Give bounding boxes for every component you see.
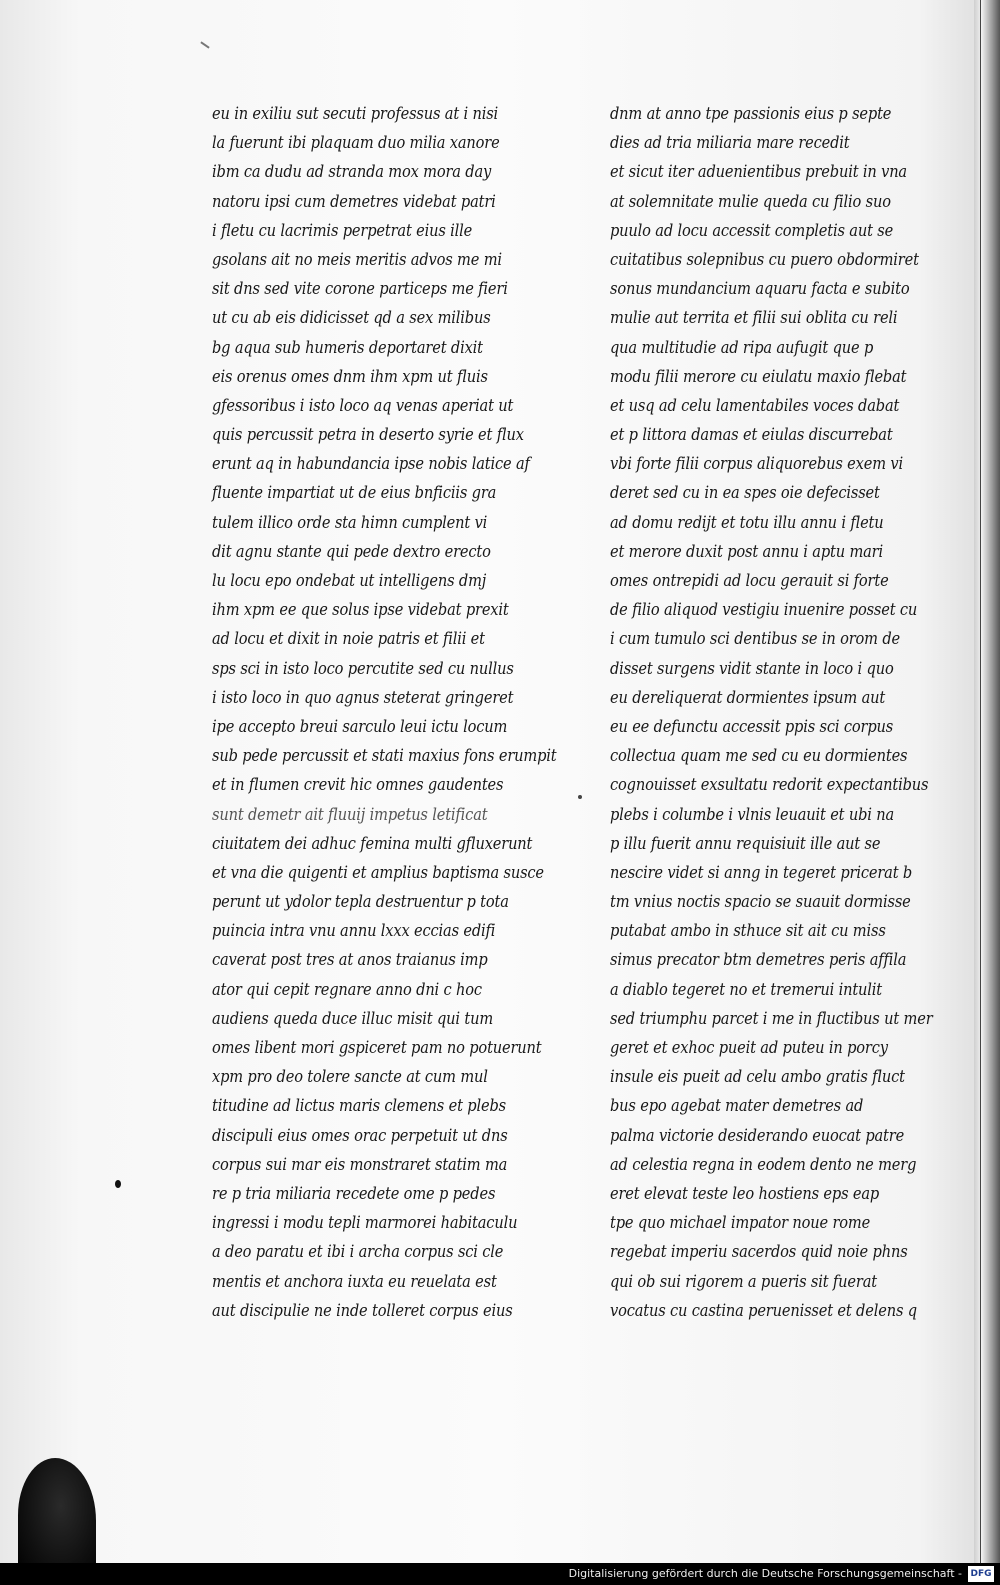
manuscript-line: perunt ut ydolor tepla destruentur p tota bbox=[212, 892, 509, 913]
manuscript-line: eu dereliquerat dormientes ipsum aut bbox=[610, 687, 886, 708]
manuscript-line: omes libent mori gspiceret pam no potuerunt bbox=[212, 1038, 542, 1058]
manuscript-line: eret elevat teste leo hostiens eps eap bbox=[610, 1183, 880, 1204]
manuscript-line: lu locu epo ondebat ut intelligens dmj bbox=[212, 571, 487, 591]
manuscript-line: deret sed cu in ea spes oie defecisset bbox=[610, 483, 880, 504]
page-edge-line bbox=[980, 0, 981, 1563]
manuscript-line: aut discipulie ne inde tolleret corpus eius bbox=[212, 1300, 513, 1321]
manuscript-line: titudine ad lictus maris clemens et plebs bbox=[212, 1096, 506, 1117]
manuscript-line: vbi forte filii corpus aliquorebus exem vi bbox=[610, 454, 903, 475]
ink-mark bbox=[200, 41, 209, 48]
manuscript-line: corpus sui mar eis monstraret statim ma bbox=[212, 1154, 508, 1175]
right-text-column bbox=[610, 100, 948, 1326]
manuscript-line: puincia intra vnu annu lxxx eccias edifi bbox=[212, 921, 496, 942]
manuscript-line: ad locu et dixit in noie patris et filii et bbox=[212, 629, 485, 650]
manuscript-line: et p littora damas et eiulas discurrebat bbox=[610, 425, 893, 446]
manuscript-line: tpe quo michael impator noue rome bbox=[610, 1213, 871, 1234]
manuscript-line: tulem illico orde sta himn cumplent vi bbox=[212, 512, 488, 533]
manuscript-line: ciuitatem dei adhuc femina multi gfluxerunt bbox=[212, 833, 533, 854]
manuscript-line: sps sci in isto loco percutite sed cu nullus bbox=[212, 658, 514, 679]
manuscript-line: sit dns sed vite corone particeps me fieri bbox=[212, 279, 508, 300]
manuscript-line: qua multitudie ad ripa aufugit que p bbox=[610, 337, 874, 358]
manuscript-line: disset surgens vidit stante in loco i quo bbox=[610, 658, 894, 679]
manuscript-line: dies ad tria miliaria mare recedit bbox=[610, 133, 850, 154]
manuscript-line: ad domu redijt et totu illu annu i fletu bbox=[610, 512, 884, 533]
manuscript-line: simus precator btm demetres peris affila bbox=[610, 950, 907, 971]
manuscript-line: discipuli eius omes orac perpetuit ut dns bbox=[212, 1125, 508, 1146]
manuscript-line: sunt demetr ait fluuij impetus letificat bbox=[212, 804, 488, 825]
manuscript-line: a deo paratu et ibi i archa corpus sci cle bbox=[212, 1242, 504, 1263]
manuscript-line: plebs i columbe i vlnis leuauit et ubi na bbox=[610, 804, 895, 825]
manuscript-line: la fuerunt ibi plaquam duo milia xanore bbox=[212, 133, 500, 154]
manuscript-line: ipe accepto breui sarculo leui ictu locum bbox=[212, 716, 508, 737]
manuscript-line: sed triumphu parcet i me in fluctibus ut mer bbox=[610, 1008, 933, 1029]
manuscript-line: sonus mundancium aquaru facta e subito bbox=[610, 279, 910, 300]
manuscript-line: gfessoribus i isto loco aq venas aperiat ut bbox=[212, 395, 514, 416]
page-edge bbox=[974, 0, 1000, 1563]
manuscript-line: i cum tumulo sci dentibus se in orom de bbox=[610, 629, 901, 650]
manuscript-line: re p tria miliaria recedete ome p pedes bbox=[212, 1183, 496, 1204]
manuscript-line: gsolans ait no meis meritis advos me mi bbox=[212, 249, 502, 270]
manuscript-line: et in flumen crevit hic omnes gaudentes bbox=[212, 775, 504, 796]
manuscript-line: tm vnius noctis spacio se suauit dormisse bbox=[610, 892, 911, 913]
manuscript-line: sub pede percussit et stati maxius fons erumpit bbox=[212, 746, 557, 767]
manuscript-line: erunt aq in habundancia ipse nobis latice af bbox=[212, 454, 530, 475]
manuscript-line: nescire videt si anng in tegeret pricerat b bbox=[610, 862, 913, 883]
manuscript-line: p illu fuerit annu requisiuit ille aut se bbox=[610, 833, 881, 854]
manuscript-line: ut cu ab eis didicisset qd a sex milibus bbox=[212, 308, 491, 329]
manuscript-line: et merore duxit post annu i aptu mari bbox=[610, 541, 884, 562]
manuscript-line: eu in exiliu sut secuti professus at i nisi bbox=[212, 104, 499, 124]
manuscript-line: quis percussit petra in deserto syrie et flux bbox=[212, 425, 524, 446]
manuscript-line: vocatus cu castina peruenisset et delens q bbox=[610, 1300, 917, 1321]
manuscript-line: puulo ad locu accessit completis aut se bbox=[610, 220, 894, 241]
manuscript-line: caverat post tres at anos traianus imp bbox=[212, 950, 488, 971]
manuscript-line: et usq ad celu lamentabiles voces dabat bbox=[610, 395, 900, 416]
manuscript-line: eis orenus omes dnm ihm xpm ut fluis bbox=[212, 366, 488, 387]
manuscript-line: audiens queda duce illuc misit qui tum bbox=[212, 1008, 494, 1029]
dark-corner-stain bbox=[18, 1458, 96, 1563]
ink-blot bbox=[115, 1180, 121, 1188]
manuscript-line: et sicut iter aduenientibus prebuit in vna bbox=[610, 162, 907, 183]
manuscript-line: putabat ambo in sthuce sit ait cu miss bbox=[610, 921, 886, 942]
manuscript-line: ibm ca dudu ad stranda mox mora day bbox=[212, 162, 492, 183]
manuscript-line: mentis et anchora iuxta eu reuelata est bbox=[212, 1271, 497, 1292]
manuscript-line: regebat imperiu sacerdos quid noie phns bbox=[610, 1242, 908, 1263]
manuscript-line: bg aqua sub humeris deportaret dixit bbox=[212, 337, 483, 358]
manuscript-line: ator qui cepit regnare anno dni c hoc bbox=[212, 979, 482, 1000]
manuscript-line: at solemnitate mulie queda cu filio suo bbox=[610, 191, 891, 212]
manuscript-line: ihm xpm ee que solus ipse videbat prexit bbox=[212, 600, 509, 621]
ink-dot bbox=[578, 795, 582, 799]
manuscript-line: collectua quam me sed cu eu dormientes bbox=[610, 746, 908, 767]
manuscript-line: modu filii merore cu eiulatu maxio flebat bbox=[610, 366, 907, 387]
manuscript-line: i isto loco in quo agnus steterat gringeret bbox=[212, 687, 514, 708]
manuscript-line: cuitatibus solepnibus cu puero obdormiret bbox=[610, 249, 919, 270]
manuscript-line: a diablo tegeret no et tremerui intulit bbox=[610, 979, 883, 1000]
left-text-column bbox=[212, 100, 564, 1326]
manuscript-line: et vna die quigenti et amplius baptisma susce bbox=[212, 862, 544, 883]
manuscript-line: omes ontrepidi ad locu gerauit si forte bbox=[610, 571, 889, 591]
manuscript-line: dit agnu stante qui pede dextro erecto bbox=[212, 541, 491, 562]
manuscript-line: geret et exhoc pueit ad puteu in porcy bbox=[610, 1038, 888, 1058]
manuscript-line: mulie aut territa et filii sui oblita cu reli bbox=[610, 308, 898, 329]
manuscript-line: ad celestia regna in eodem dento ne merg bbox=[610, 1154, 917, 1175]
manuscript-line: i fletu cu lacrimis perpetrat eius ille bbox=[212, 220, 473, 241]
manuscript-line: insule eis pueit ad celu ambo gratis fluct bbox=[610, 1067, 905, 1088]
manuscript-line: ingressi i modu tepli marmorei habitaculu bbox=[212, 1213, 518, 1234]
manuscript-line: de filio aliquod vestigiu inuenire posset cu bbox=[610, 600, 918, 621]
manuscript-line: xpm pro deo tolere sancte at cum mul bbox=[212, 1067, 488, 1088]
manuscript-line: palma victorie desiderando euocat patre bbox=[610, 1125, 905, 1146]
dfg-logo-icon[interactable]: DFG bbox=[968, 1566, 994, 1582]
funding-notice: Digitalisierung gefördert durch die Deutsche Forschungsgemeinschaft - bbox=[568, 1567, 962, 1580]
manuscript-line: bus epo agebat mater demetres ad bbox=[610, 1096, 864, 1117]
manuscript-line: cognouisset exsultatu redorit expectantibus bbox=[610, 775, 929, 796]
manuscript-line: qui ob sui rigorem a pueris sit fuerat bbox=[610, 1271, 877, 1292]
manuscript-line: dnm at anno tpe passionis eius p septe bbox=[610, 104, 892, 124]
manuscript-line: fluente impartiat ut de eius bnficiis gra bbox=[212, 483, 497, 504]
manuscript-line: natoru ipsi cum demetres videbat patri bbox=[212, 191, 496, 212]
manuscript-line: eu ee defunctu accessit ppis sci corpus bbox=[610, 716, 894, 737]
